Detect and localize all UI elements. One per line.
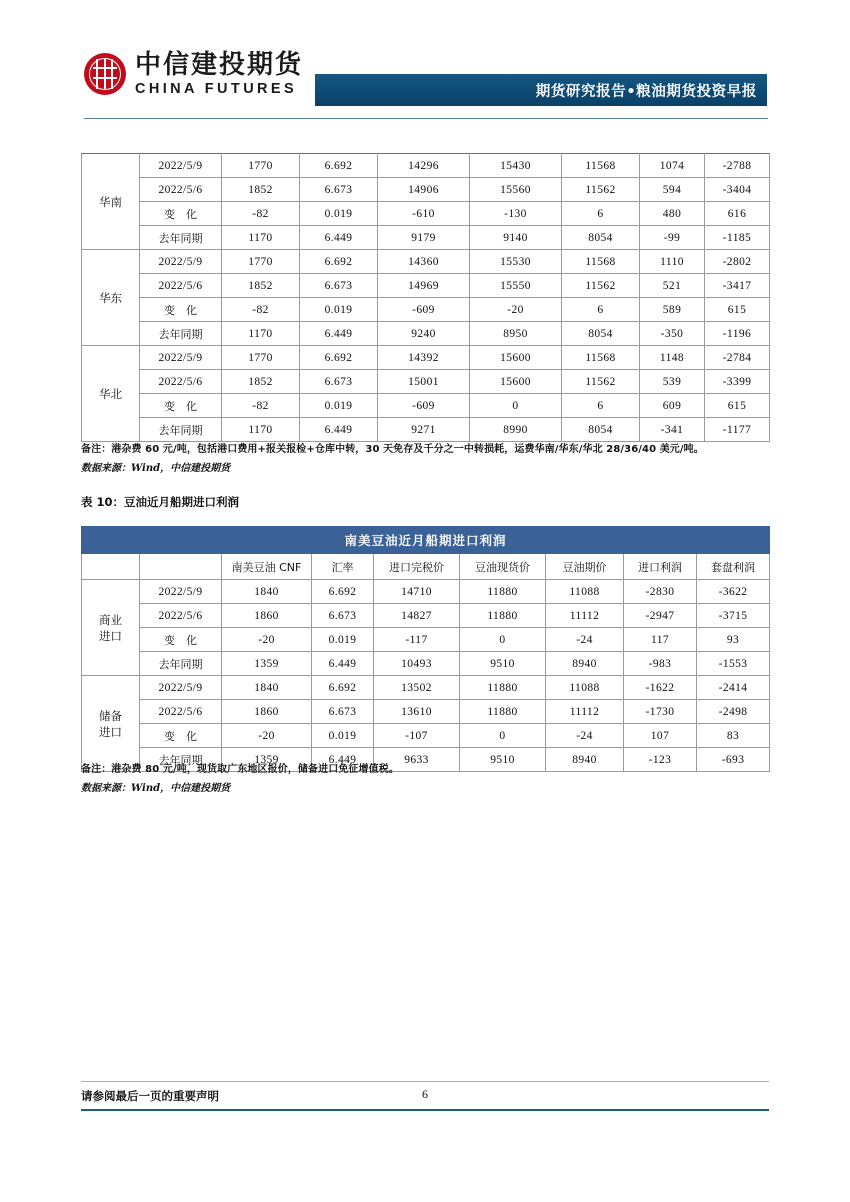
cell-value: -2947: [624, 604, 697, 628]
page-number: 6: [422, 1087, 428, 1101]
cell-value: 0.019: [300, 394, 378, 418]
cell-value: 6.449: [312, 748, 374, 772]
header-divider: [84, 118, 768, 119]
footer-divider-top: [81, 1081, 769, 1082]
cell-value: 539: [640, 370, 705, 394]
cell-value: -1622: [624, 676, 697, 700]
cell-value: -3715: [697, 604, 770, 628]
cell-value: 1170: [222, 226, 300, 250]
cell-value: 6.673: [300, 370, 378, 394]
cell-value: -20: [222, 628, 312, 652]
row-group-label: [82, 676, 140, 772]
cell-value: 6.692: [312, 676, 374, 700]
table-row: [82, 250, 770, 274]
cell-value: 8950: [470, 322, 562, 346]
cell-value: 8054: [562, 322, 640, 346]
table-row: [82, 418, 770, 442]
cell-value: 0: [460, 628, 546, 652]
table-row: [82, 322, 770, 346]
cell-value: 8990: [470, 418, 562, 442]
table-row: [82, 676, 770, 700]
cell-value: 6: [562, 202, 640, 226]
cell-value: 14906: [378, 178, 470, 202]
cell-date: 2022/5/9: [140, 154, 222, 178]
cell-value: 9510: [460, 748, 546, 772]
cell-date: 2022/5/6: [140, 370, 222, 394]
cell-value: 14296: [378, 154, 470, 178]
row-group-label: 华南: [82, 154, 140, 250]
cell-value: 616: [705, 202, 770, 226]
cell-value: 6.449: [300, 226, 378, 250]
cell-value: 0: [470, 394, 562, 418]
table-row: [82, 700, 770, 724]
cell-value: 9240: [378, 322, 470, 346]
table-row: [82, 154, 770, 178]
cell-value: 6.449: [312, 652, 374, 676]
cell-value: 609: [640, 394, 705, 418]
cell-value: 11088: [546, 676, 624, 700]
cell-value: 1770: [222, 154, 300, 178]
cell-value: 14827: [374, 604, 460, 628]
table-body: [82, 154, 770, 442]
table-note: 备注：港杂费 60 元/吨，包括港口费用+报关报检+仓库中转，30 天免存及千分之一中转损耗，运费华南/华东/华北 28/36/40 美元/吨。: [81, 444, 704, 455]
cell-value: 93: [697, 628, 770, 652]
cell-value: 521: [640, 274, 705, 298]
cell-value: 8940: [546, 652, 624, 676]
table-row: [82, 298, 770, 322]
cell-rowlabel: 变 化: [140, 724, 222, 748]
cell-value: 117: [624, 628, 697, 652]
cell-value: 11562: [562, 178, 640, 202]
cell-value: 6.673: [300, 178, 378, 202]
cell-rowlabel: 去年同期: [140, 748, 222, 772]
cell-value: -82: [222, 298, 300, 322]
cell-value: -20: [222, 724, 312, 748]
cell-value: 1852: [222, 178, 300, 202]
cell-value: 11880: [460, 700, 546, 724]
table-row: [82, 346, 770, 370]
cell-value: -2830: [624, 580, 697, 604]
table-row: [82, 580, 770, 604]
cell-value: 1840: [222, 580, 312, 604]
cell-rowlabel: 去年同期: [140, 418, 222, 442]
cell-value: 14969: [378, 274, 470, 298]
cell-date: 2022/5/9: [140, 250, 222, 274]
cell-value: 13502: [374, 676, 460, 700]
cell-value: 1074: [640, 154, 705, 178]
cell-value: 15600: [470, 346, 562, 370]
cell-value: 13610: [374, 700, 460, 724]
cell-value: 11088: [546, 580, 624, 604]
cell-value: -609: [378, 298, 470, 322]
cell-value: 15530: [470, 250, 562, 274]
brand-logo: [84, 52, 303, 97]
cell-value: 8054: [562, 226, 640, 250]
table-row: [82, 274, 770, 298]
column-header: 豆油现货价: [460, 554, 546, 580]
cell-value: -610: [378, 202, 470, 226]
cell-value: 11568: [562, 154, 640, 178]
table-row: [82, 604, 770, 628]
cell-value: -2802: [705, 250, 770, 274]
cell-value: 11880: [460, 580, 546, 604]
row-group-label: [82, 580, 140, 676]
cell-value: -693: [697, 748, 770, 772]
cell-date: 2022/5/6: [140, 700, 222, 724]
cell-value: -350: [640, 322, 705, 346]
row-group-label-line1: 商业: [99, 612, 122, 627]
column-header: 南美豆油 CNF: [222, 554, 312, 580]
table-row: [82, 226, 770, 250]
table-banner-row: [82, 527, 770, 554]
cell-value: 1170: [222, 322, 300, 346]
cell-value: 11112: [546, 604, 624, 628]
cell-date: 2022/5/9: [140, 580, 222, 604]
cell-rowlabel: 变 化: [140, 394, 222, 418]
cell-value: 6.673: [300, 274, 378, 298]
cell-value: 11568: [562, 250, 640, 274]
cell-value: 6: [562, 394, 640, 418]
column-header: 进口利润: [624, 554, 697, 580]
table-body: [82, 527, 770, 772]
cell-value: -130: [470, 202, 562, 226]
cell-value: 11880: [460, 604, 546, 628]
cell-value: 1148: [640, 346, 705, 370]
cell-value: -117: [374, 628, 460, 652]
cell-value: 15550: [470, 274, 562, 298]
cell-rowlabel: 去年同期: [140, 322, 222, 346]
table-note: 备注：港杂费 80 元/吨，现货取广东地区报价，储备进口免征增值税。: [81, 764, 399, 775]
cell-rowlabel: 去年同期: [140, 652, 222, 676]
table-banner-title: 南美豆油近月船期进口利润: [82, 527, 770, 554]
cjsc-circle-logo-icon: [84, 53, 126, 95]
cell-value: 6.673: [312, 700, 374, 724]
cell-rowlabel: 变 化: [140, 628, 222, 652]
cell-value: 8940: [546, 748, 624, 772]
cell-date: 2022/5/9: [140, 676, 222, 700]
cell-value: 0.019: [312, 724, 374, 748]
table-row: [82, 394, 770, 418]
table-row: [82, 202, 770, 226]
cell-value: -1553: [697, 652, 770, 676]
document-header: [0, 0, 850, 128]
cell-value: 9179: [378, 226, 470, 250]
cell-value: 6: [562, 298, 640, 322]
header-title-bar: [315, 74, 767, 106]
cell-value: 15560: [470, 178, 562, 202]
cell-value: 9510: [460, 652, 546, 676]
column-header: [82, 554, 140, 580]
row-group-label-line2: 进口: [99, 628, 122, 643]
table-row: [82, 370, 770, 394]
row-group-label: 华东: [82, 250, 140, 346]
cell-value: 1770: [222, 250, 300, 274]
cell-value: 1770: [222, 346, 300, 370]
cell-rowlabel: 变 化: [140, 202, 222, 226]
cell-value: 6.692: [300, 250, 378, 274]
cell-value: 83: [697, 724, 770, 748]
table-source: 数据来源：Wind，中信建投期货: [81, 463, 231, 474]
cell-value: 1860: [222, 604, 312, 628]
cell-value: 11562: [562, 274, 640, 298]
cell-value: -3404: [705, 178, 770, 202]
cell-date: 2022/5/9: [140, 346, 222, 370]
cell-value: -1730: [624, 700, 697, 724]
brand-name-cn: 中信建投期货: [135, 50, 304, 80]
cell-value: 6.449: [300, 418, 378, 442]
cell-value: 8054: [562, 418, 640, 442]
cell-date: 2022/5/6: [140, 274, 222, 298]
cell-value: -2784: [705, 346, 770, 370]
cell-value: 11568: [562, 346, 640, 370]
cell-value: 0: [460, 724, 546, 748]
cell-date: 2022/5/6: [140, 604, 222, 628]
brand-name-en: CHINA FUTURES: [135, 81, 298, 97]
cell-value: 1852: [222, 274, 300, 298]
cell-value: 615: [705, 394, 770, 418]
row-group-label: 华北: [82, 346, 140, 442]
table-soyoil-import-profit: [81, 526, 770, 772]
table-caption: 表 10：豆油近月船期进口利润: [81, 495, 240, 509]
cell-value: -24: [546, 628, 624, 652]
cell-value: 0.019: [300, 202, 378, 226]
cell-value: 15001: [378, 370, 470, 394]
report-title: 期货研究报告•粮油期货投资早报: [535, 83, 757, 100]
cell-value: 6.692: [300, 154, 378, 178]
cell-value: 15600: [470, 370, 562, 394]
column-header: 汇率: [312, 554, 374, 580]
cell-value: -341: [640, 418, 705, 442]
cell-value: 14360: [378, 250, 470, 274]
table-region-import-profit: [81, 153, 770, 442]
cell-value: 15430: [470, 154, 562, 178]
cell-value: 6.692: [312, 580, 374, 604]
cell-value: 11880: [460, 676, 546, 700]
column-header: 进口完税价: [374, 554, 460, 580]
cell-value: 1359: [222, 652, 312, 676]
cell-rowlabel: 变 化: [140, 298, 222, 322]
cell-value: -24: [546, 724, 624, 748]
cell-value: 11112: [546, 700, 624, 724]
cell-value: -3399: [705, 370, 770, 394]
cell-value: 107: [624, 724, 697, 748]
cell-value: -82: [222, 394, 300, 418]
cell-value: -983: [624, 652, 697, 676]
cell-value: 1110: [640, 250, 705, 274]
cell-rowlabel: 去年同期: [140, 226, 222, 250]
column-header: 套盘利润: [697, 554, 770, 580]
cell-value: 480: [640, 202, 705, 226]
cell-value: 9140: [470, 226, 562, 250]
footer-disclaimer: 请参阅最后一页的重要声明: [81, 1089, 219, 1103]
cell-value: -82: [222, 202, 300, 226]
cell-value: -1196: [705, 322, 770, 346]
cell-value: 1170: [222, 418, 300, 442]
cell-value: 0.019: [300, 298, 378, 322]
cell-value: 0.019: [312, 628, 374, 652]
cell-value: -609: [378, 394, 470, 418]
table-row: [82, 178, 770, 202]
cell-value: 11562: [562, 370, 640, 394]
cell-value: -107: [374, 724, 460, 748]
cell-value: 9271: [378, 418, 470, 442]
cell-value: -99: [640, 226, 705, 250]
cell-value: -3417: [705, 274, 770, 298]
cell-value: -1185: [705, 226, 770, 250]
cell-value: 1840: [222, 676, 312, 700]
cell-value: -20: [470, 298, 562, 322]
cell-value: 10493: [374, 652, 460, 676]
cell-value: 589: [640, 298, 705, 322]
table-row: [82, 724, 770, 748]
column-header: [140, 554, 222, 580]
table-source: 数据来源：Wind，中信建投期货: [81, 783, 231, 794]
row-group-label-line1: 储备: [99, 708, 122, 723]
cell-value: 6.449: [300, 322, 378, 346]
cell-value: -2498: [697, 700, 770, 724]
cell-value: 6.673: [312, 604, 374, 628]
cell-value: 1359: [222, 748, 312, 772]
table-header-row: [82, 554, 770, 580]
cell-value: -1177: [705, 418, 770, 442]
cell-date: 2022/5/6: [140, 178, 222, 202]
table-row: [82, 652, 770, 676]
footer-divider-bottom: [81, 1109, 769, 1111]
cell-value: -2414: [697, 676, 770, 700]
cell-value: 1852: [222, 370, 300, 394]
cell-value: -2788: [705, 154, 770, 178]
cell-value: 9633: [374, 748, 460, 772]
cell-value: 1860: [222, 700, 312, 724]
cell-value: 615: [705, 298, 770, 322]
cell-value: -123: [624, 748, 697, 772]
cell-value: 6.692: [300, 346, 378, 370]
cell-value: 594: [640, 178, 705, 202]
column-header: 豆油期价: [546, 554, 624, 580]
row-group-label-line2: 进口: [99, 724, 122, 739]
cell-value: 14710: [374, 580, 460, 604]
cell-value: 14392: [378, 346, 470, 370]
table-row: [82, 628, 770, 652]
cell-value: -3622: [697, 580, 770, 604]
